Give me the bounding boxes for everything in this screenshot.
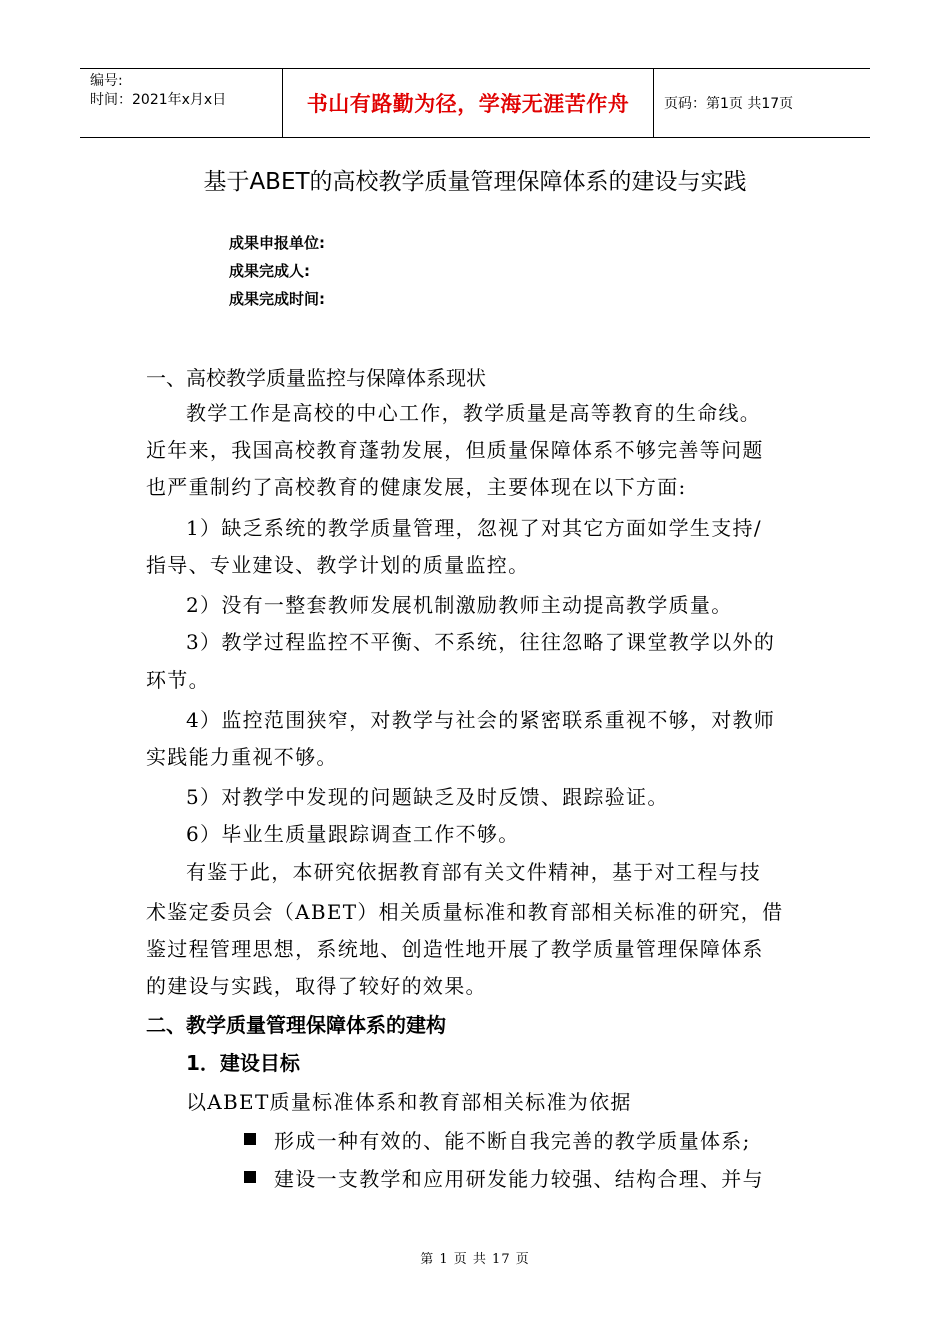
meta-unit: 成果申报单位: bbox=[229, 234, 325, 252]
motto-text: 书山有路勤为径，学海无涯苦作舟 bbox=[306, 92, 630, 116]
page-info: 页码：第1页 共17页 bbox=[664, 96, 794, 112]
section2-subheading: 1．建设目标 bbox=[186, 1051, 300, 1075]
header-motto-cell bbox=[282, 69, 654, 137]
item-1-line-2: 指导、专业建设、教学计划的质量监控。 bbox=[146, 553, 530, 577]
meta-time: 成果完成时间: bbox=[229, 290, 325, 308]
item-6-line-1: 6）毕业生质量跟踪调查工作不够。 bbox=[186, 822, 520, 846]
item-2-line-1: 2）没有一整套教师发展机制激励教师主动提高教学质量。 bbox=[186, 593, 733, 617]
page-footer: 第 1 页 共 17 页 bbox=[420, 1252, 530, 1267]
header-table bbox=[80, 68, 870, 138]
conclusion-line-3: 鉴过程管理思想，系统地、创造性地开展了教学质量管理保障体系 bbox=[146, 937, 764, 961]
item-1-line-1: 1）缺乏系统的教学质量管理，忽视了对其它方面如学生支持/ bbox=[186, 516, 762, 540]
item-4-line-1: 4）监控范围狭窄，对教学与社会的紧密联系重视不够，对教师 bbox=[186, 708, 776, 732]
bullet-2-text: 建设一支教学和应用研发能力较强、结构合理、并与 bbox=[274, 1167, 764, 1191]
meta-person: 成果完成人: bbox=[229, 262, 310, 280]
document-title: 基于ABET的高校教学质量管理保障体系的建设与实践 bbox=[203, 169, 747, 195]
item-3-line-2: 环节。 bbox=[146, 668, 210, 692]
header-left-cell bbox=[80, 69, 282, 137]
item-4-line-2: 实践能力重视不够。 bbox=[146, 745, 338, 769]
square-bullet-icon bbox=[244, 1133, 256, 1145]
conclusion-line-4: 的建设与实践，取得了较好的效果。 bbox=[146, 974, 487, 998]
time-label: 时间：2021年x月x日 bbox=[90, 92, 227, 108]
section2-heading: 二、教学质量管理保障体系的建构 bbox=[146, 1013, 446, 1037]
conclusion-line-1: 有鉴于此，本研究依据教育部有关文件精神，基于对工程与技 bbox=[186, 860, 762, 884]
intro-line-3: 也严重制约了高校教育的健康发展，主要体现在以下方面: bbox=[146, 475, 687, 499]
conclusion-line-2: 术鉴定委员会（ABET）相关质量标准和教育部相关标准的研究，借 bbox=[146, 900, 784, 924]
intro-line-2: 近年来，我国高校教育蓬勃发展，但质量保障体系不够完善等问题 bbox=[146, 438, 764, 462]
number-label: 编号: bbox=[90, 73, 123, 89]
basis-line: 以ABET质量标准体系和教育部相关标准为依据 bbox=[186, 1090, 632, 1114]
bullet-1-text: 形成一种有效的、能不断自我完善的教学质量体系; bbox=[274, 1129, 751, 1153]
intro-line-1: 教学工作是高校的中心工作，教学质量是高等教育的生命线。 bbox=[186, 401, 762, 425]
item-3-line-1: 3）教学过程监控不平衡、不系统，往往忽略了课堂教学以外的 bbox=[186, 630, 776, 654]
item-5-line-1: 5）对教学中发现的问题缺乏及时反馈、跟踪验证。 bbox=[186, 785, 669, 809]
section1-heading: 一、高校教学质量监控与保障体系现状 bbox=[146, 366, 486, 390]
square-bullet-icon bbox=[244, 1171, 256, 1183]
header-page-cell bbox=[654, 69, 870, 137]
